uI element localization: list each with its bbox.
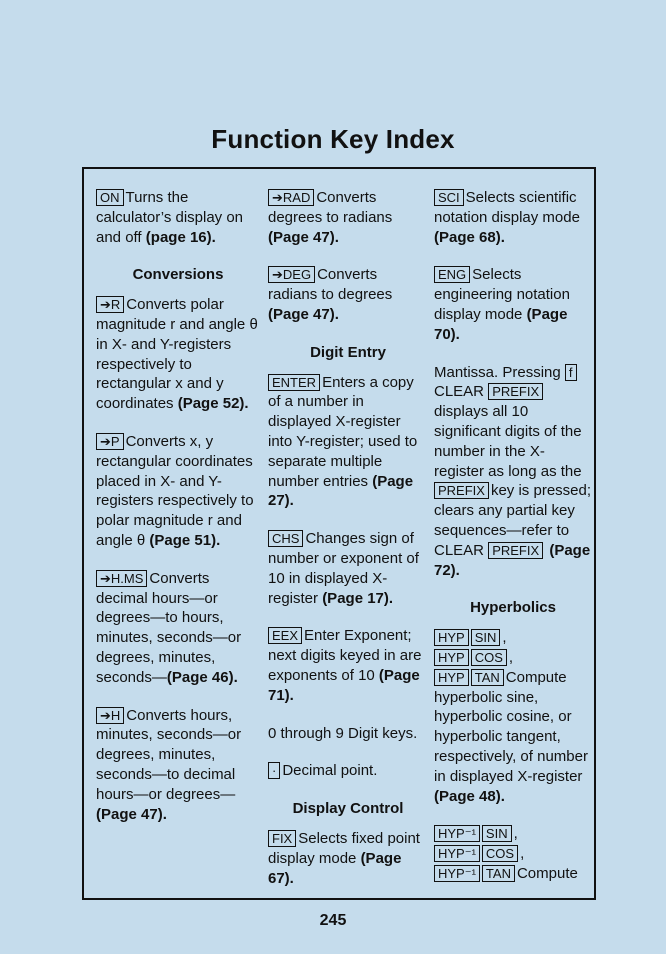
entry-mantissa [434,363,592,581]
to-r-key: ➔R [96,296,124,313]
column-2 [268,188,428,906]
to-deg-ref: (Page 47). [268,305,339,323]
prefix-key-3: PREFIX [488,542,543,559]
to-h-key: ➔H [96,707,124,724]
mantissa-text-4: key is pressed; clears any partial key sequences—refer to CLEAR [434,482,592,559]
sci-key: SCI [434,189,464,206]
entry-to-p [96,432,260,551]
chs-text: Changes sign of number or exponent of 10 in displayed X-register [268,530,419,607]
fix-ref: (Page 67). [268,849,402,887]
fix-text: Selects fixed point display mode [268,829,420,867]
to-p-ref: (Page 51). [149,531,221,549]
entry-to-rad [268,188,428,247]
to-h-text: Converts hours, minutes, seconds—or degrees, minutes, seconds—to decimal hours—or degrees— [96,706,242,803]
entry-hyp-inverse [434,824,592,883]
mantissa-ref: (Page 72). [434,541,591,579]
cos-key: COS [471,649,507,666]
page-number: 245 [319,912,347,929]
hypinv-text: Compute [516,864,578,882]
prefix-key: PREFIX [488,383,543,400]
heading-conversions: Conversions [132,266,224,284]
to-rad-text: Converts degrees to radians [268,189,393,226]
f-key: f [565,364,577,381]
heading-hyperbolics: Hyperbolics [470,599,556,617]
entry-digits: 0 through 9 Digit keys. [268,724,418,742]
entry-to-h [96,706,260,825]
chs-ref: (Page 17). [322,589,394,607]
cos-key-2: COS [482,845,518,862]
hypinv-comma-1: , [513,825,518,843]
fix-key: FIX [268,830,296,847]
to-rad-ref: (Page 47). [268,228,339,246]
to-deg-text: Converts radians to degrees [268,266,393,304]
entry-to-r [96,295,260,414]
entry-sci [434,188,592,247]
to-p-text: Converts x, y rectangular coordinates placed in X- and Y-registers respectively to polar magnitude r and angle θ [96,432,254,549]
hyp-inverse-key: HYP⁻¹ [434,825,480,842]
on-ref: (page 16). [145,228,216,246]
hyp-ref: (Page 48). [434,787,505,805]
entry-to-deg [268,265,428,324]
to-hms-key: ➔H.MS [96,570,147,587]
chs-key: CHS [268,530,303,547]
hyp-key-2: HYP [434,649,469,666]
entry-hyp [434,628,592,806]
sci-ref: (Page 68). [434,228,505,246]
heading-display-control: Display Control [292,800,404,818]
sin-key-2: SIN [482,825,512,842]
heading-digit-entry: Digit Entry [310,343,386,361]
entry-eex [268,626,428,705]
to-deg-key: ➔DEG [268,266,315,283]
hyp-key-3: HYP [434,669,469,686]
entry-to-hms [96,569,260,688]
eng-text: Selects engineering notation display mode [434,266,570,323]
on-key: ON [96,189,124,206]
entry-enter [268,373,428,512]
decimal-key: · [268,762,280,779]
eng-key: ENG [434,266,470,283]
to-r-ref: (Page 52). [177,395,249,413]
prefix-key-2: PREFIX [434,482,489,499]
hyp-inverse-key-2: HYP⁻¹ [434,845,480,862]
decimal-text: Decimal point. [282,762,378,780]
sin-key: SIN [471,629,501,646]
mantissa-text-3: displays all 10 significant digits of the number in the X-register as long as the [434,403,582,480]
eex-ref: (Page 71). [268,666,420,704]
eex-key: EEX [268,627,302,644]
entry-fix [268,829,428,888]
to-r-text: Converts polar magnitude r and angle θ in X- and Y-registers respectively to rectangular x and y coordinates [96,296,258,413]
hyp-key: HYP [434,629,469,646]
hypinv-comma-2: , [520,845,525,863]
to-p-key: ➔P [96,433,124,450]
sci-text: Selects scientific notation display mode [434,189,580,226]
tan-key: TAN [471,669,504,686]
tan-key-2: TAN [482,865,515,882]
entry-chs [268,529,428,608]
mantissa-text-2: CLEAR [434,383,489,401]
hyp-comma-1: , [502,629,507,647]
entry-eng [434,265,592,344]
hyp-inverse-key-3: HYP⁻¹ [434,865,480,882]
to-h-ref: (Page 47). [96,805,167,823]
enter-key: ENTER [268,374,320,391]
enter-ref: (Page 27). [268,472,414,510]
mantissa-text-1: Mantissa. Pressing [434,363,565,381]
enter-text: Enters a copy of a number in displayed X-register into Y-register; used to separate multiple number entries [268,373,418,490]
eng-ref: (Page 70). [434,305,568,343]
entry-on [96,188,260,247]
column-1 [96,188,260,842]
hyp-text: Compute hyperbolic sine, hyperbolic cosine, or hyperbolic tangent, respectively, of number in displayed X-register [434,668,588,785]
on-text: Turns the calculator’s display on and off [96,189,244,246]
page-title: Function Key Index [211,124,455,154]
to-hms-text: Converts decimal hours—or degrees—to hours, minutes, seconds—or degrees, minutes, seconds— [96,569,242,686]
entry-decimal [268,761,428,781]
hyp-comma-2: , [508,648,514,666]
eex-text: Enter Exponent; next digits keyed in are exponents of 10 [268,627,422,684]
to-rad-key: ➔RAD [268,189,314,206]
column-3 [434,188,592,902]
to-hms-ref: (Page 46). [166,668,238,686]
